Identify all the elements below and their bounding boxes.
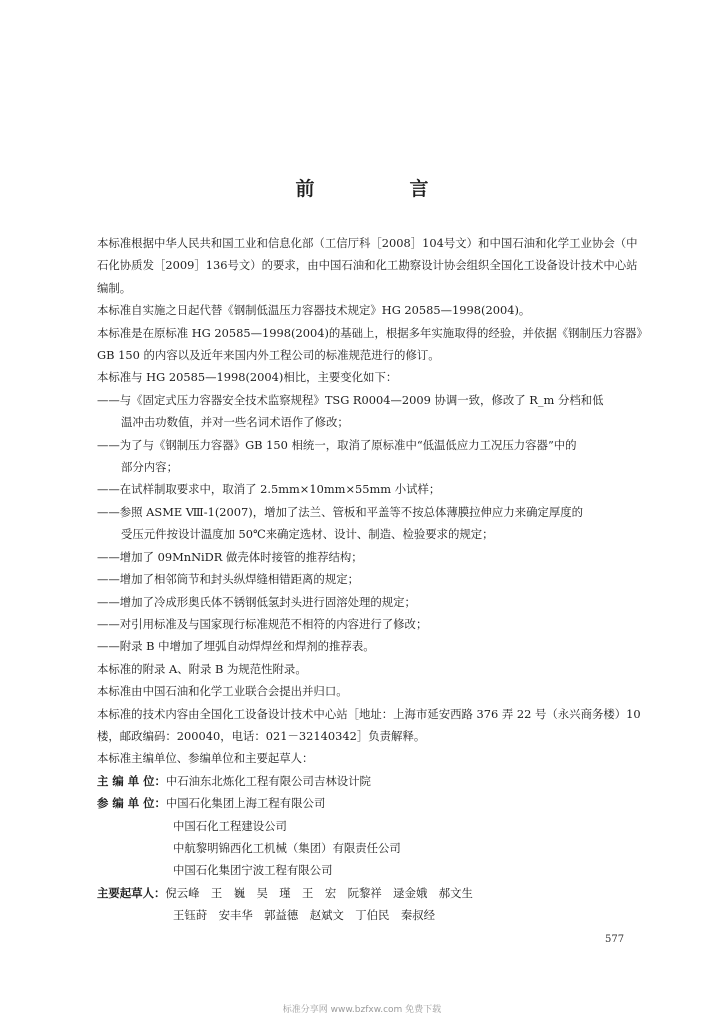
list-item-line: ——参照 ASME Ⅷ-1(2007)，增加了法兰、管板和平盖等不按总体薄膜拉伸应力来确定厚度的	[97, 504, 584, 519]
paragraph-text: 本标准自实施之日起代替《钢制低温压力容器技术规定》HG 20585—1998(2004)。	[97, 303, 531, 318]
paragraph	[97, 680, 645, 702]
list-item-line: ——为了与《钢制压力容器》GB 150 相统一，取消了原标准中“低温低应力工况压力容器”中的	[97, 437, 577, 452]
paragraph	[97, 232, 645, 299]
drafters-row	[97, 882, 645, 904]
participating-unit-value: 中国石化集团上海工程有限公司	[165, 796, 326, 811]
paragraph	[97, 299, 645, 321]
drafters-label: 主要起草人：	[97, 885, 166, 900]
drafters-names: 倪云峰 王 巍 吴 瑾 王 宏 阮黎祥 逯金娥 郝文生	[165, 885, 473, 900]
preface-body	[97, 232, 645, 927]
chief-unit-value: 中石油东北炼化工程有限公司吉林设计院	[165, 773, 371, 788]
participating-unit-value: 中航黎明锦西化工机械（集团）有限责任公司	[173, 840, 401, 855]
participating-unit-value: 中国石化集团宁波工程有限公司	[173, 863, 333, 878]
changes-list	[97, 389, 645, 658]
list-item	[97, 478, 645, 500]
list-item-line: ——对引用标准及与国家现行标准规范不相符的内容进行了修改；	[97, 616, 428, 631]
watermark-footer: 标准分享网 www.bzfxw.com 免费下载	[282, 1005, 442, 1015]
list-item	[97, 501, 645, 546]
list-item	[97, 434, 645, 479]
page-number: 577	[605, 934, 625, 945]
list-item	[97, 635, 645, 657]
list-item	[97, 591, 645, 613]
list-item-continuation: 温冲击功数值，并对一些名词术语作了修改；	[121, 415, 349, 430]
paragraph-text: 本标准主编单位、参编单位和主要起草人：	[97, 751, 314, 766]
paragraph-text: 本标准的附录 A、附录 B 为规范性附录。	[97, 661, 307, 676]
drafters-names: 王钰莳 安丰华 郭益德 赵斌文 丁伯民 秦叔经	[173, 908, 435, 923]
paragraph-text: 本标准的技术内容由全国化工设备设计技术中心站［地址：上海市延安西路 376 弄 22 号（永兴商务楼）10 楼，邮政编码：200040，电话：021－32140342］负责解释。	[97, 706, 641, 743]
list-item	[97, 568, 645, 590]
list-item	[97, 613, 645, 635]
list-item-line: ——增加了相邻筒节和封头纵焊缝相错距离的规定；	[97, 572, 359, 587]
paragraph-text: 本标准是在原标准 HG 20585—1998(2004)的基础上，根据多年实施取得的经验，并依据《钢制压力容器》GB 150 的内容以及近年来国内外工程公司的标准规范进行的修订。	[97, 325, 643, 363]
page-title: 前 言	[295, 178, 467, 200]
participating-unit-row	[97, 792, 645, 814]
paragraph-text: 本标准根据中华人民共和国工业和信息化部（工信厅科［2008］104号文）和中国石油和化学工业协会（中石化协质发［2009］136号文）的要求，由中国石油和化工勘察设计协会组织全国化工设备设计技术中心站编制。	[97, 236, 638, 295]
paragraph-text: 本标准与 HG 20585—1998(2004)相比，主要变化如下：	[97, 370, 398, 385]
list-item-line: ——增加了 09MnNiDR 做壳体时接管的推荐结构；	[97, 549, 363, 564]
paragraph	[97, 703, 645, 748]
chief-unit-label: 主 编 单 位：	[97, 773, 166, 788]
list-item-line: ——附录 B 中增加了埋弧自动焊焊丝和焊剂的推荐表。	[97, 639, 375, 654]
paragraph-text: 本标准由中国石油和化学工业联合会提出并归口。	[97, 684, 348, 699]
participating-unit-label: 参 编 单 位：	[97, 796, 166, 811]
chief-unit-row	[97, 770, 645, 792]
paragraph	[97, 658, 645, 680]
list-item-line: ——增加了冷成形奥氏体不锈钢低氢封头进行固溶处理的规定；	[97, 594, 416, 609]
list-item-line: ——在试样制取要求中，取消了 2.5mm×10mm×55mm 小试样；	[97, 482, 441, 497]
participating-unit-value: 中国石化工程建设公司	[173, 818, 287, 833]
list-item	[97, 546, 645, 568]
paragraph	[97, 366, 645, 388]
list-item-continuation: 部分内容；	[121, 460, 178, 475]
paragraph	[97, 322, 645, 367]
list-item-continuation: 受压元件按设计温度加 50℃来确定选材、设计、制造、检验要求的规定；	[121, 527, 494, 542]
list-item-line: ——与《固定式压力容器安全技术监察规程》TSG R0004—2009 协调一致，修改了 R_m 分档和低	[97, 392, 604, 407]
list-item	[97, 389, 645, 434]
paragraph	[97, 747, 645, 769]
